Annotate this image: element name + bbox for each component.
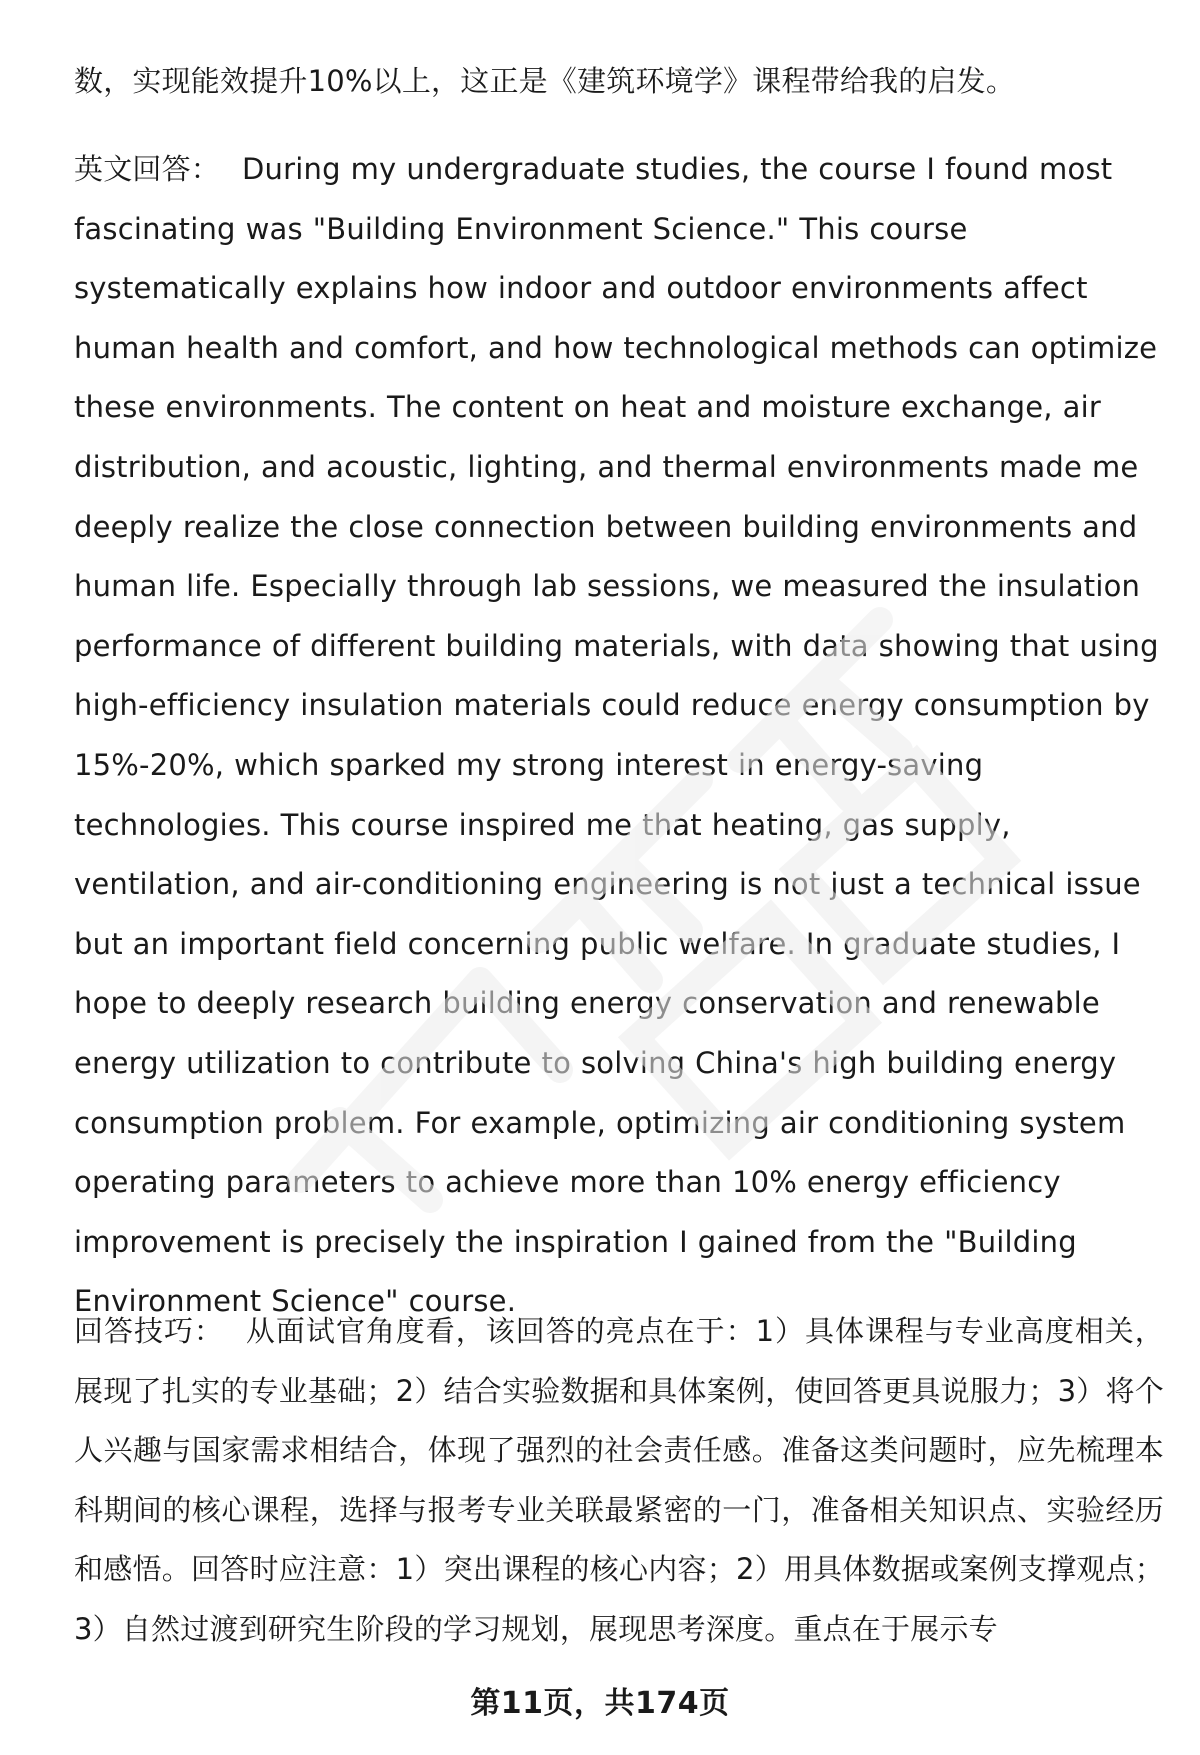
english-answer-label: 英文回答：: [74, 152, 221, 186]
answer-tips-text: 从面试官角度看，该回答的亮点在于：1）具体课程与专业高度相关，展现了扎实的专业基础；2）结合实验数据和具体案例，使回答更具说服力；3）将个人兴趣与国家需求相结合，体现了强烈的社会责任感。准备这类问题时，应先梳理本科期间的核心课程，选择与报考专业关联最紧密的一门，准备相关知识点、实验经历和感悟。回答时应注意：1）突出课程的核心内容；2）用具体数据或案例支撑观点；3）自然过渡到研究生阶段的学习规划，展现思考深度。重点在于展示专: [74, 1314, 1164, 1646]
answer-tips-paragraph: [74, 1302, 1164, 1660]
english-answer-paragraph: [74, 140, 1164, 1332]
english-answer-text: During my undergraduate studies, the course I found most fascinating was "Building Environment Science." This course systematically explains how indoor and outdoor environments affect human health and comfort, and how technological methods can optimize these environments. The content on heat and moisture exchange, air distribution, and acoustic, lighting, and thermal environments made me deeply realize the close connection between building environments and human life. Especially through lab sessions, we measured the insulation performance of different building materials, with data showing that using high-efficiency insulation materials could reduce energy consumption by 15%-20%, which sparked my strong interest in energy-saving technologies. This course inspired me that heating, gas supply, ventilation, and air-conditioning engineering is not just a technical issue but an important field concerning public welfare. In graduate studies, I hope to deeply research building energy conservation and renewable energy utilization to contribute to solving China's high building energy consumption problem. For example, optimizing air conditioning system operating parameters to achieve more than 10% energy efficiency improvement is precisely the inspiration I gained from the "Building Environment Science" course.: [74, 152, 1159, 1319]
continued-paragraph: 数，实现能效提升10%以上，这正是《建筑环境学》课程带给我的启发。: [74, 64, 1016, 98]
page-number-footer: 第11页，共174页: [470, 1686, 730, 1721]
answer-tips-label: 回答技巧：: [74, 1314, 224, 1348]
